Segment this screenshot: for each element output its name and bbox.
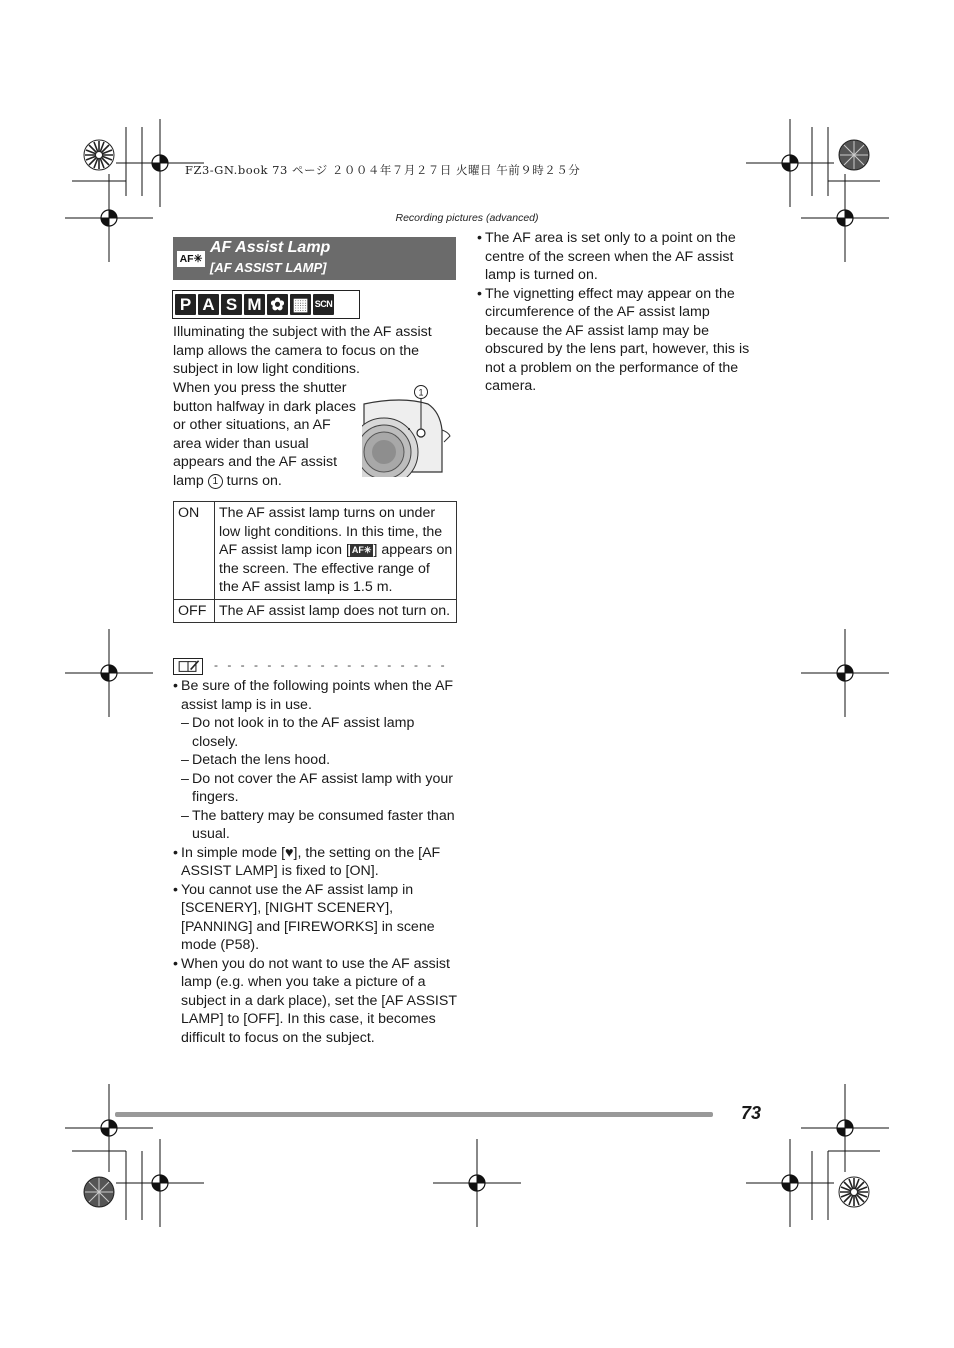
print-header: FZ3-GN.book 73 ページ ２００４年７月２７日 火曜日 午前９時２５分 [185, 163, 581, 177]
note-dash-4: – The battery may be consumed faster than usual. [173, 807, 458, 844]
notes-list [173, 677, 458, 1047]
callout-number: 1 [418, 387, 424, 398]
note-dash-2: – Detach the lens hood. [173, 751, 458, 770]
macro-mode-icon: ✿ [267, 294, 288, 315]
page-number: 73 [741, 1103, 762, 1123]
note-dash-3: – Do not cover the AF assist lamp with your fingers. [173, 770, 458, 807]
off-description: The AF assist lamp does not turn on. [215, 599, 457, 623]
aperture-mode-icon: A [198, 294, 219, 315]
on-text-2: ] appears on the screen. The effective range of the AF assist lamp is 1.5 m. [219, 542, 453, 595]
lamp-marker: 1 [208, 474, 223, 489]
manual-mode-icon: M [244, 294, 265, 315]
af-assist-settings-table [173, 501, 457, 623]
note-bullet-2a: In simple mode [ [181, 844, 286, 861]
on-description [215, 502, 457, 600]
heart-icon: ♥ [285, 844, 294, 861]
program-mode-icon: P [175, 294, 196, 315]
shutter-paragraph [173, 379, 363, 490]
shutter-tail: turns on. [226, 472, 282, 489]
note-dash-1: – Do not look in to the AF assist lamp closely. [173, 714, 458, 751]
notes-icon [173, 658, 203, 675]
running-head: Recording pictures (advanced) [395, 212, 539, 224]
note-bullet-3: • You cannot use the AF assist lamp in [SCENERY], [NIGHT SCENERY], [PANNING] and [FIREWORKS] in scene mode (P58). [173, 881, 458, 955]
note-bullet-2b: ], the setting on the [AF ASSIST LAMP] is fixed to [ON]. [181, 844, 441, 879]
footer-rule [115, 1112, 713, 1117]
mode-icons [172, 290, 360, 319]
note-bullet-1: • Be sure of the following points when the AF assist lamp is in use. [173, 677, 458, 714]
off-key: OFF [174, 599, 215, 623]
notes-divider: - - - - - - - - - - - - - - - - - - [214, 658, 448, 672]
shutter-text: When you press the shutter button halfway in dark places or other situations, an AF area wider than usual appears and the AF assist lamp [173, 380, 356, 489]
right-column [477, 229, 759, 396]
note-bullet-2 [173, 844, 458, 881]
camera-illustration [362, 382, 457, 477]
motion-picture-mode-icon: ▦ [290, 294, 311, 315]
section-subtitle: [AF ASSIST LAMP] [210, 260, 327, 275]
shutter-mode-icon: S [221, 294, 242, 315]
right-bullet-1: • The AF area is set only to a point on the centre of the screen when the AF assist lamp is turned on. [477, 229, 759, 285]
note-bullet-4: • When you do not want to use the AF assist lamp (e.g. when you take a picture of a subject in a dark place), set the [AF ASSIST LAMP] to [OFF]. In this case, it becomes difficult to focus on the subject. [173, 955, 458, 1048]
af-assist-lamp-icon: AF✳ [351, 545, 372, 555]
section-title-bar [173, 237, 456, 280]
table-row [174, 502, 457, 600]
right-bullet-2: • The vignetting effect may appear on the circumference of the AF assist lamp because the AF assist lamp may be obscured by the lens part, however, this is not a problem on the performance of the camera. [477, 285, 759, 396]
table-row [174, 599, 457, 623]
on-key: ON [174, 502, 215, 600]
on-text-1: The AF assist lamp turns on under low light conditions. In this time, the AF assist lamp icon [ [219, 505, 443, 558]
intro-paragraph: Illuminating the subject with the AF assist lamp allows the camera to focus on the subject in low light conditions. [173, 324, 432, 377]
scene-mode-icon: SCN [313, 294, 334, 315]
section-title: AF Assist Lamp [210, 239, 331, 256]
af-assist-icon: AF✳ [177, 251, 205, 267]
